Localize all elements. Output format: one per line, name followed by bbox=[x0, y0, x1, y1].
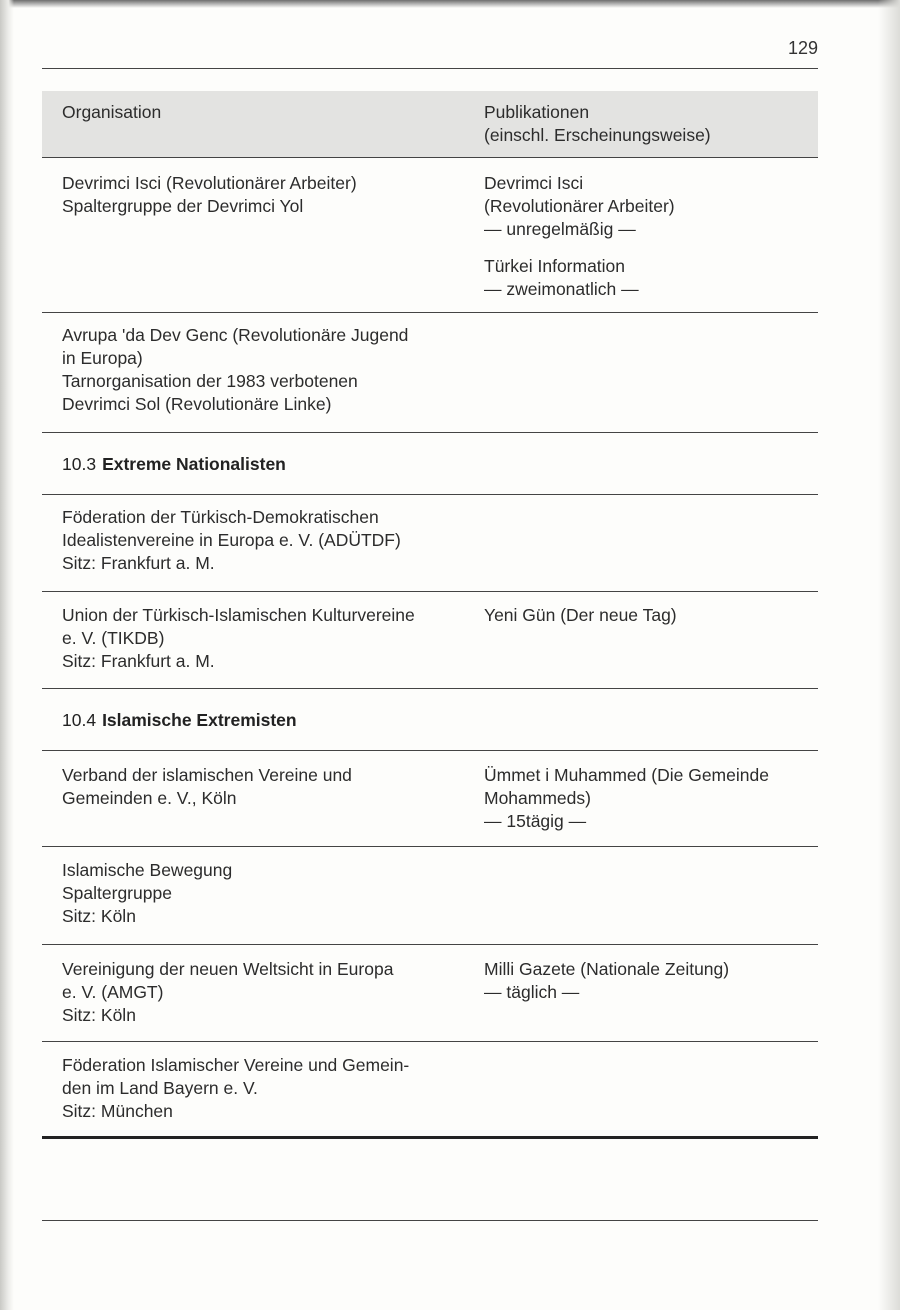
table-row-org: Avrupa 'da Dev Genc (Revolutionäre Jugend in Europa) Tarnorganisation der 1983 verbotenen Devrimci Sol (Revolutionäre Linke) bbox=[62, 325, 409, 414]
table-bottom-rule bbox=[42, 1136, 818, 1139]
header-publikationen: Publikationen (einschl. Erscheinungsweise) bbox=[484, 102, 711, 145]
section-heading-10-3: 10.3 Extreme Nationalisten bbox=[62, 454, 286, 474]
header-rule bbox=[42, 157, 818, 158]
row-divider bbox=[42, 688, 818, 689]
section-rule bbox=[42, 750, 818, 751]
row-divider bbox=[42, 591, 818, 592]
scan-edge-top bbox=[0, 0, 900, 8]
table-row-org: Föderation Islamischer Vereine und Gemein- den im Land Bayern e. V. Sitz: München bbox=[62, 1055, 410, 1121]
table-row-org: Vereinigung der neuen Weltsicht in Europa e. V. (AMGT) Sitz: Köln bbox=[62, 959, 394, 1025]
table-row-org: Islamische Bewegung Spaltergruppe Sitz: Köln bbox=[62, 860, 233, 926]
row-divider bbox=[42, 312, 818, 313]
row-divider bbox=[42, 846, 818, 847]
table-row-org: Devrimci Isci (Revolutionärer Arbeiter) Spaltergruppe der Devrimci Yol bbox=[62, 173, 357, 216]
table-row-org: Föderation der Türkisch-Demokratischen Idealistenvereine in Europa e. V. (ADÜTDF) Sitz: Frankfurt a. M. bbox=[62, 507, 401, 573]
table-row-org: Union der Türkisch-Islamischen Kulturvereine e. V. (TIKDB) Sitz: Frankfurt a. M. bbox=[62, 605, 415, 671]
top-rule bbox=[42, 68, 818, 69]
scan-edge-left bbox=[0, 0, 14, 1310]
table-row-pub: Yeni Gün (Der neue Tag) bbox=[484, 605, 677, 625]
row-divider bbox=[42, 944, 818, 945]
section-heading-10-4: 10.4 Islamische Extremisten bbox=[62, 710, 297, 730]
scan-edge-right bbox=[878, 0, 900, 1310]
table-row-pub: Milli Gazete (Nationale Zeitung) — täglich — bbox=[484, 959, 730, 1002]
table-row-pub: Devrimci Isci (Revolutionärer Arbeiter) — unregelmäßig — Türkei Information — zweimonatlich — bbox=[484, 173, 675, 299]
footer-rule bbox=[42, 1220, 818, 1221]
page-number: 129 bbox=[787, 38, 818, 58]
table-row-pub: Ümmet i Muhammed (Die Gemeinde Mohammeds) — 15tägig — bbox=[484, 765, 769, 831]
row-divider bbox=[42, 1041, 818, 1042]
row-divider bbox=[42, 432, 818, 433]
table-row-org: Verband der islamischen Vereine und Gemeinden e. V., Köln bbox=[62, 765, 352, 808]
section-rule bbox=[42, 494, 818, 495]
header-organisation: Organisation bbox=[62, 102, 162, 122]
